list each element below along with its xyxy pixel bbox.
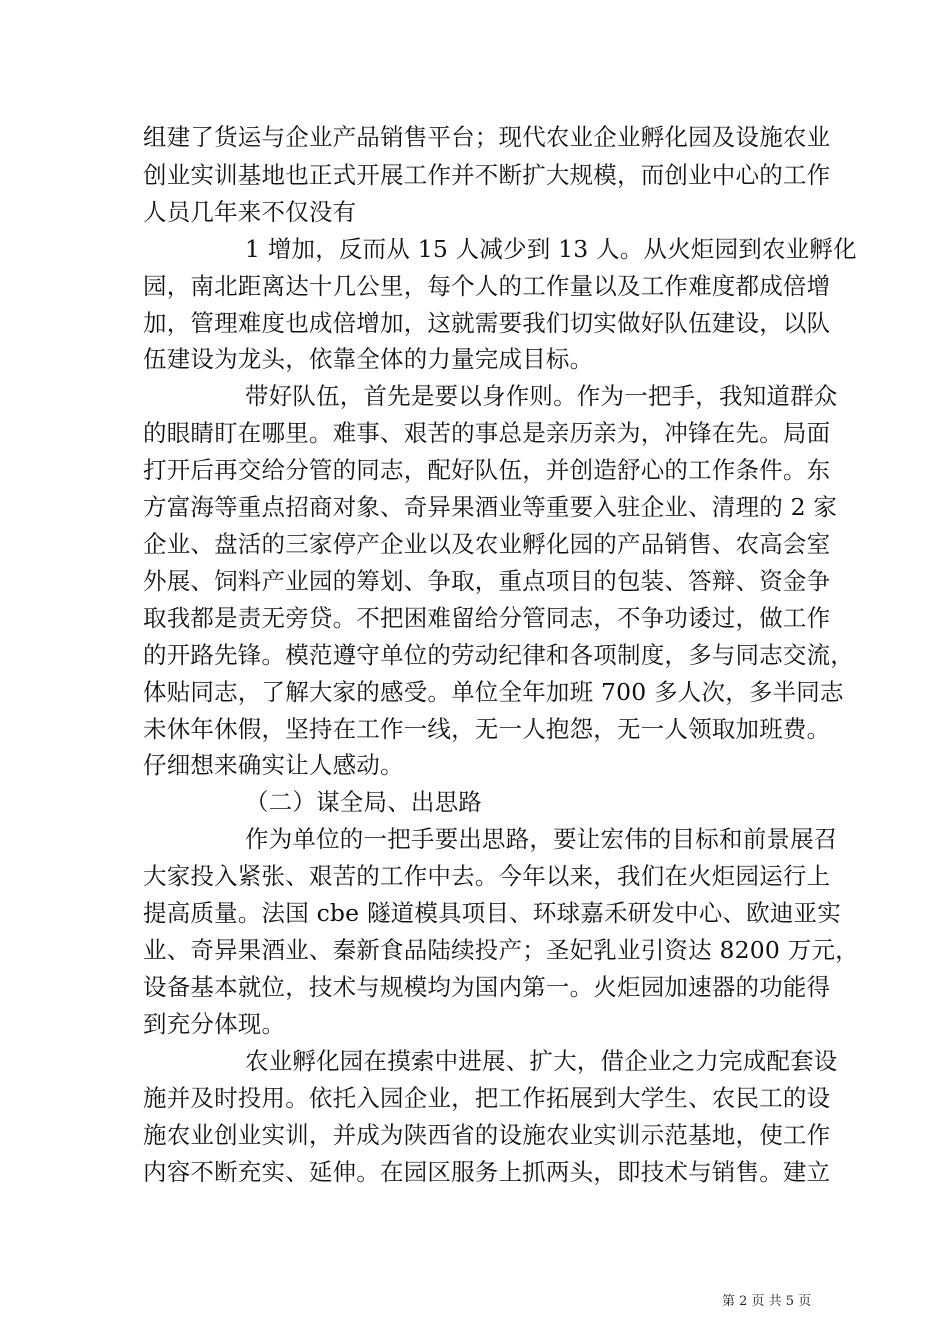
paragraph-start-line: 农业孵化园在摸索中进展、扩大，借企业之力完成配套设 <box>245 1047 838 1075</box>
text-line: 施农业创业实训，并成为陕西省的设施农业实训示范基地，使工作 <box>143 1121 831 1149</box>
paragraph-start-line: 作为单位的一把手要出思路，要让宏伟的目标和前景展召 <box>245 825 838 853</box>
text-line: 伍建设为龙头，依靠全体的力量完成目标。 <box>143 345 594 373</box>
text-line: 的开路先锋。模范遵守单位的劳动纪律和各项制度，多与同志交流， <box>143 641 854 669</box>
text-line: 打开后再交给分管的同志，配好队伍，并创造舒心的工作条件。东 <box>143 456 831 484</box>
text-line: 加，管理难度也成倍增加，这就需要我们切实做好队伍建设，以队 <box>143 309 831 337</box>
text-line: 企业、盘活的三家停产企业以及农业孵化园的产品销售、农高会室 <box>143 530 831 558</box>
text-line: 创业实训基地也正式开展工作并不断扩大规模，而创业中心的工作 <box>143 161 831 189</box>
text-line: 仔细想来确实让人感动。 <box>143 751 404 779</box>
text-line: 外展、饲料产业园的筹划、争取，重点项目的包装、答辩、资金争 <box>143 567 831 595</box>
text-line: 的眼睛盯在哪里。难事、艰苦的事总是亲历亲为，冲锋在先。局面 <box>143 419 831 447</box>
text-line: 内容不断充实、延伸。在园区服务上抓两头，即技术与销售。建立 <box>143 1158 831 1186</box>
text-line: 未休年休假，坚持在工作一线，无一人抱怨，无一人领取加班费。 <box>143 715 831 743</box>
text-line: 组建了货运与企业产品销售平台；现代农业企业孵化园及设施农业 <box>143 123 831 151</box>
text-line: 业、奇异果酒业、秦新食品陆续投产；圣妃乳业引资达 8200 万元， <box>143 936 859 964</box>
text-line: 取我都是责无旁贷。不把困难留给分管同志，不争功诿过，做工作 <box>143 604 831 632</box>
text-line: 园，南北距离达十几公里，每个人的工作量以及工作难度都成倍增 <box>143 272 831 300</box>
text-line: 方富海等重点招商对象、奇异果酒业等重要入驻企业、清理的 2 家 <box>143 493 838 521</box>
text-line: 人员几年来不仅没有 <box>143 198 357 226</box>
section-heading: （二）谋全局、出思路 <box>245 788 482 816</box>
text-line: 大家投入紧张、艰苦的工作中去。今年以来，我们在火炬园运行上 <box>143 862 831 890</box>
text-line: 设备基本就位，技术与规模均为国内第一。火炬园加速器的功能得 <box>143 973 831 1001</box>
paragraph-start-line: 带好队伍，首先是要以身作则。作为一把手，我知道群众 <box>245 382 838 410</box>
page-number-footer: 第 2 页 共 5 页 <box>722 1294 812 1309</box>
paragraph-start-line: 1 增加，反而从 15 人减少到 13 人。从火炬园到农业孵化 <box>245 235 857 263</box>
text-line: 提高质量。法国 cbe 隧道模具项目、环球嘉禾研发中心、欧迪亚实 <box>143 899 841 927</box>
text-line: 到充分体现。 <box>143 1010 286 1038</box>
text-line: 体贴同志，了解大家的感受。单位全年加班 700 多人次，多半同志 <box>143 678 844 706</box>
text-line: 施并及时投用。依托入园企业，把工作拓展到大学生、农民工的设 <box>143 1084 831 1112</box>
